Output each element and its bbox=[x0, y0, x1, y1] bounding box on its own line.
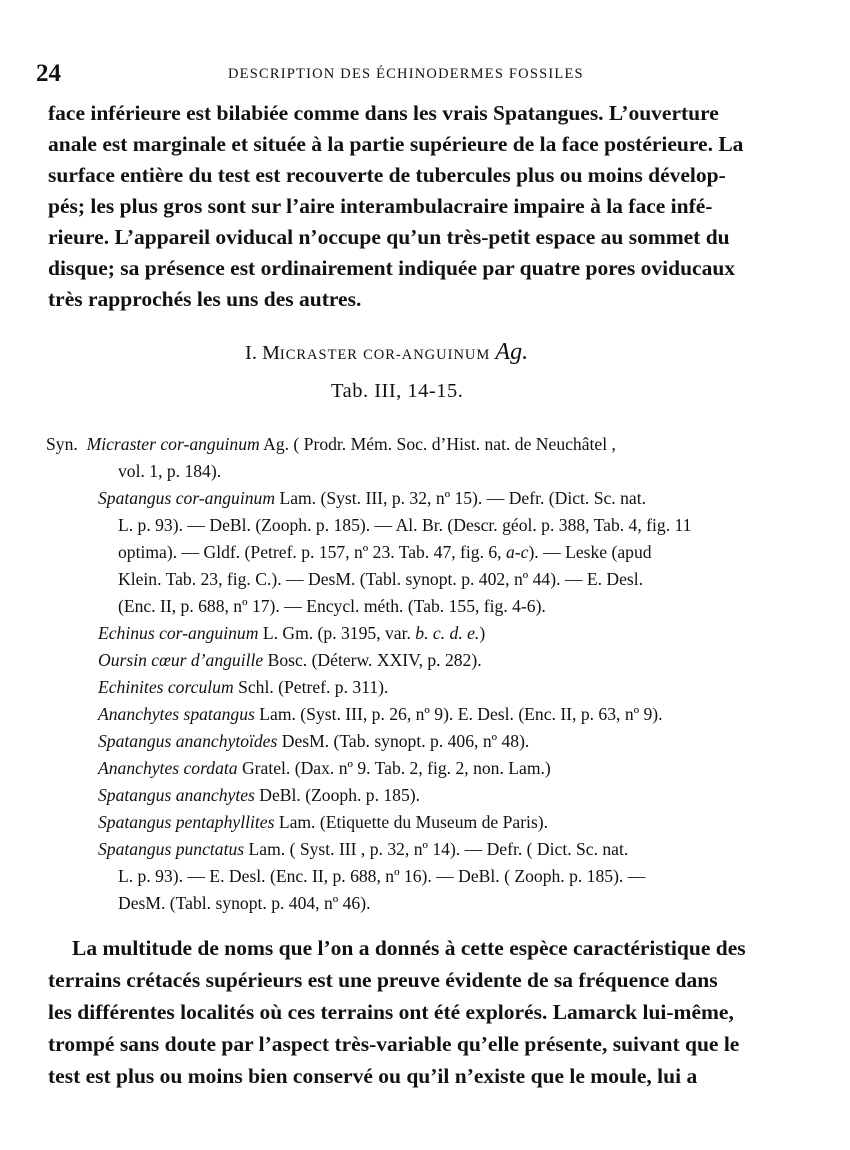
synonymy-line-7: (Enc. II, p. 688, nº 17). — Encycl. méth. (Tab. 155, fig. 4-6). bbox=[118, 596, 546, 616]
synonymy-line-4: L. p. 93). — DeBl. (Zooph. p. 185). — Al. Br. (Descr. géol. p. 388, Tab. 4, fig. 11 bbox=[118, 515, 692, 535]
synonym-citation: Lam. (Etiquette du Museum de Paris). bbox=[274, 812, 549, 832]
figure-range: a-c bbox=[505, 542, 529, 562]
intro-line-3: surface entière du test est recouverte de tubercules plus ou moins dévelop- bbox=[48, 163, 726, 187]
synonymy-line-18: DesM. (Tabl. synopt. p. 404, nº 46). bbox=[118, 893, 371, 913]
closing-line-5: test est plus ou moins bien conservé ou qu’il n’existe que le moule, lui a bbox=[48, 1064, 698, 1088]
species-author: Ag. bbox=[495, 339, 529, 365]
synonym-name: Micraster cor-anguinum bbox=[86, 434, 260, 454]
intro-line-4: pés; les plus gros sont sur l’aire interambulacraire impaire à la face infé- bbox=[48, 194, 713, 218]
synonym-name: Spatangus ananchytes bbox=[98, 785, 255, 805]
synonymy-line-14 bbox=[98, 785, 420, 806]
genus-initial: M bbox=[262, 342, 280, 364]
synonym-citation: Lam. ( Syst. III , p. 32, nº 14). — Defr. ( Dict. Sc. nat. bbox=[244, 839, 629, 859]
synonymy-line-15 bbox=[98, 812, 548, 833]
synonym-citation: L. Gm. (p. 3195, var. bbox=[258, 623, 416, 643]
synonymy-line-6: Klein. Tab. 23, fig. C.). — DesM. (Tabl. synopt. p. 402, nº 44). — E. Desl. bbox=[118, 569, 644, 589]
synonym-citation: Lam. (Syst. III, p. 26, nº 9). E. Desl. (Enc. II, p. 63, nº 9). bbox=[254, 704, 663, 724]
synonym-name: Ananchytes cordata bbox=[98, 758, 238, 778]
species-heading bbox=[245, 339, 528, 366]
variety-letter: b. bbox=[415, 623, 429, 643]
synonym-citation: ). — Leske (apud bbox=[528, 542, 652, 562]
variety-letter: c. bbox=[432, 623, 446, 643]
synonymy-line-12 bbox=[98, 731, 529, 752]
intro-line-7: très rapprochés les uns des autres. bbox=[48, 287, 362, 311]
synonym-name: Spatangus pentaphyllites bbox=[98, 812, 275, 832]
synonymy-line-2: vol. 1, p. 184). bbox=[118, 461, 222, 481]
closing-line-2: terrains crétacés supérieurs est une preuve évidente de sa fréquence dans bbox=[48, 968, 718, 992]
synonym-citation: DesM. (Tab. synopt. p. 406, nº 48). bbox=[277, 731, 530, 751]
genus-name: ICRASTER bbox=[279, 347, 358, 363]
running-title: DESCRIPTION DES ÉCHINODERMES FOSSILES bbox=[228, 66, 584, 82]
synonymy-line-17: L. p. 93). — E. Desl. (Enc. II, p. 688, nº 16). — DeBl. ( Zooph. p. 185). — bbox=[118, 866, 646, 886]
intro-line-6: disque; sa présence est ordinairement indiquée par quatre pores oviducaux bbox=[48, 256, 736, 280]
synonymy-line-10 bbox=[98, 677, 388, 698]
closing-paren: ) bbox=[479, 623, 486, 643]
synonym-name: Echinites corculum bbox=[98, 677, 234, 697]
synonym-citation: Gratel. (Dax. nº 9. Tab. 2, fig. 2, non. Lam.) bbox=[237, 758, 551, 778]
synonymy-line-8 bbox=[98, 623, 485, 644]
closing-line-4: trompé sans doute par l’aspect très-variable qu’elle présente, suivant que le bbox=[48, 1032, 740, 1056]
synonymy-line-1 bbox=[46, 434, 616, 455]
synonym-citation: Schl. (Petref. p. 311). bbox=[233, 677, 389, 697]
variety-letter: e. bbox=[467, 623, 480, 643]
synonymy-line-9 bbox=[98, 650, 482, 671]
synonym-name: Spatangus cor-anguinum bbox=[98, 488, 276, 508]
synonymy-line-5 bbox=[118, 542, 652, 563]
synonym-citation: optima). — Gldf. (Petref. p. 157, nº 23. Tab. 47, fig. 6, bbox=[118, 542, 506, 562]
synonym-citation: Ag. ( Prodr. Mém. Soc. d’Hist. nat. de Neuchâtel , bbox=[259, 434, 616, 454]
variety-letter: d. bbox=[449, 623, 463, 643]
synonym-name: Oursin cœur d’anguille bbox=[98, 650, 264, 670]
closing-line-3: les différentes localités où ces terrains ont été explorés. Lamarck lui-même, bbox=[48, 1000, 734, 1024]
synonym-citation: Bosc. (Déterw. XXIV, p. 282). bbox=[263, 650, 482, 670]
plate-reference: Tab. III, 14-15. bbox=[331, 380, 464, 402]
synonym-citation: DeBl. (Zooph. p. 185). bbox=[254, 785, 421, 805]
intro-line-2: anale est marginale et située à la partie supérieure de la face postérieure. La bbox=[48, 132, 744, 156]
closing-line-1: La multitude de noms que l’on a donnés à cette espèce caractéristique des bbox=[72, 936, 746, 960]
intro-line-1: face inférieure est bilabiée comme dans les vrais Spatangues. L’ouverture bbox=[48, 101, 719, 125]
synonym-name: Spatangus ananchytoïdes bbox=[98, 731, 278, 751]
synonymy-line-11 bbox=[98, 704, 663, 725]
species-epithet: COR-ANGUINUM bbox=[363, 347, 491, 363]
page-number: 24 bbox=[36, 60, 61, 87]
synonym-citation: Lam. (Syst. III, p. 32, nº 15). — Defr. (Dict. Sc. nat. bbox=[275, 488, 646, 508]
synonymy-line-13 bbox=[98, 758, 551, 779]
species-number: I. bbox=[245, 342, 257, 364]
synonym-name: Spatangus punctatus bbox=[98, 839, 245, 859]
page-header bbox=[36, 60, 796, 88]
synonymy-line-3 bbox=[98, 488, 646, 509]
synonymy-label: Syn. bbox=[46, 434, 78, 454]
synonymy-line-16 bbox=[98, 839, 628, 860]
intro-line-5: rieure. L’appareil oviducal n’occupe qu’un très-petit espace au sommet du bbox=[48, 225, 730, 249]
synonym-name: Echinus cor-anguinum bbox=[98, 623, 259, 643]
synonym-name: Ananchytes spatangus bbox=[98, 704, 255, 724]
